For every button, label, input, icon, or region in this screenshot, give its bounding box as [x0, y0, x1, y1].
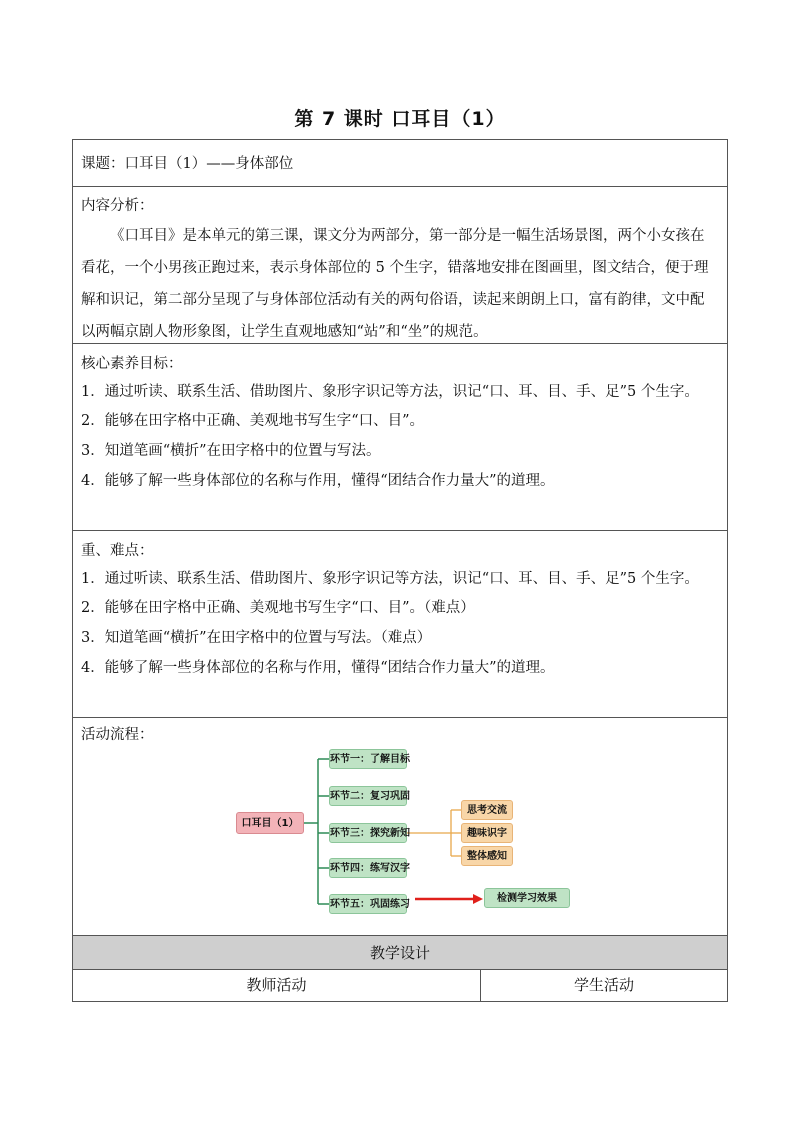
student-activity-column: 学生活动 [573, 976, 634, 994]
key-point-item-4: 4．能够了解一些身体部位的名称与作用，懂得“团结合作力量大”的道理。 [81, 660, 555, 676]
flow-heading: 活动流程： [81, 727, 154, 743]
goal-item-3: 3．知道笔画“横折”在田字格中的位置与写法。 [81, 443, 381, 459]
flow-root-node: 口耳目（1） [236, 812, 304, 834]
topic-text: 课题：口耳目（1）——身体部位 [81, 156, 294, 172]
flow-sub-step-2: 趣味识字 [461, 823, 513, 843]
teacher-activity-column: 教师活动 [73, 970, 481, 1001]
flow-step-2: 环节二：复习巩固 [329, 786, 407, 806]
activity-flow-section [73, 718, 727, 936]
goals-heading: 核心素养目标： [81, 356, 183, 372]
result-arrow-head [473, 894, 483, 904]
goal-item-4: 4．能够了解一些身体部位的名称与作用，懂得“团结合作力量大”的道理。 [81, 473, 555, 489]
core-goals-section [73, 344, 727, 531]
key-point-item-2: 2．能够在田字格中正确、美观地书写生字“口、目”。（难点） [81, 600, 475, 616]
key-points-section [73, 531, 727, 718]
goal-item-1: 1．通过听读、联系生活、借助图片、象形字识记等方法，识记“口、耳、目、手、足”5 个生字。 [81, 384, 699, 400]
flow-step-3: 环节三：探究新知 [329, 823, 407, 843]
analysis-paragraph: 《口耳目》是本单元的第三课，课文分为两部分，第一部分是一幅生活场景图，两个小女孩在看花，一个小男孩正跑过来，表示身体部位的 5 个生字，错落地安排在图画里，图文结合，便于理解和识记，第二部分呈现了与身体部位活动有关的两句俗语，读起来朗朗上口，富有韵律，文中配以两幅京剧人物形象图，让学生直观地感知“站”和“坐”的规范。 [81, 228, 709, 340]
flow-step-1: 环节一：了解目标 [329, 749, 407, 769]
flow-result-node: 检测学习效果 [484, 888, 570, 908]
flow-step-5: 环节五：巩固练习 [329, 894, 407, 914]
teaching-design-header: 教学设计 [73, 936, 727, 970]
flow-sub-step-3: 整体感知 [461, 846, 513, 866]
analysis-heading: 内容分析： [81, 198, 154, 214]
content-analysis-section [73, 187, 727, 344]
key-points-heading: 重、难点： [81, 543, 154, 559]
goal-item-2: 2．能够在田字格中正确、美观地书写生字“口、目”。 [81, 413, 425, 429]
flow-sub-step-1: 思考交流 [461, 800, 513, 820]
key-point-item-1: 1．通过听读、联系生活、借助图片、象形字识记等方法，识记“口、耳、目、手、足”5 个生字。 [81, 571, 699, 587]
flow-diagram [73, 718, 727, 936]
key-point-item-3: 3．知道笔画“横折”在田字格中的位置与写法。（难点） [81, 630, 432, 646]
topic-row [73, 140, 727, 187]
page-title: 第 7 课时 口耳目（1） [294, 108, 506, 130]
flow-step-4: 环节四：练写汉字 [329, 858, 407, 878]
activity-columns-header [73, 970, 727, 1001]
lesson-plan-table [72, 139, 728, 1002]
